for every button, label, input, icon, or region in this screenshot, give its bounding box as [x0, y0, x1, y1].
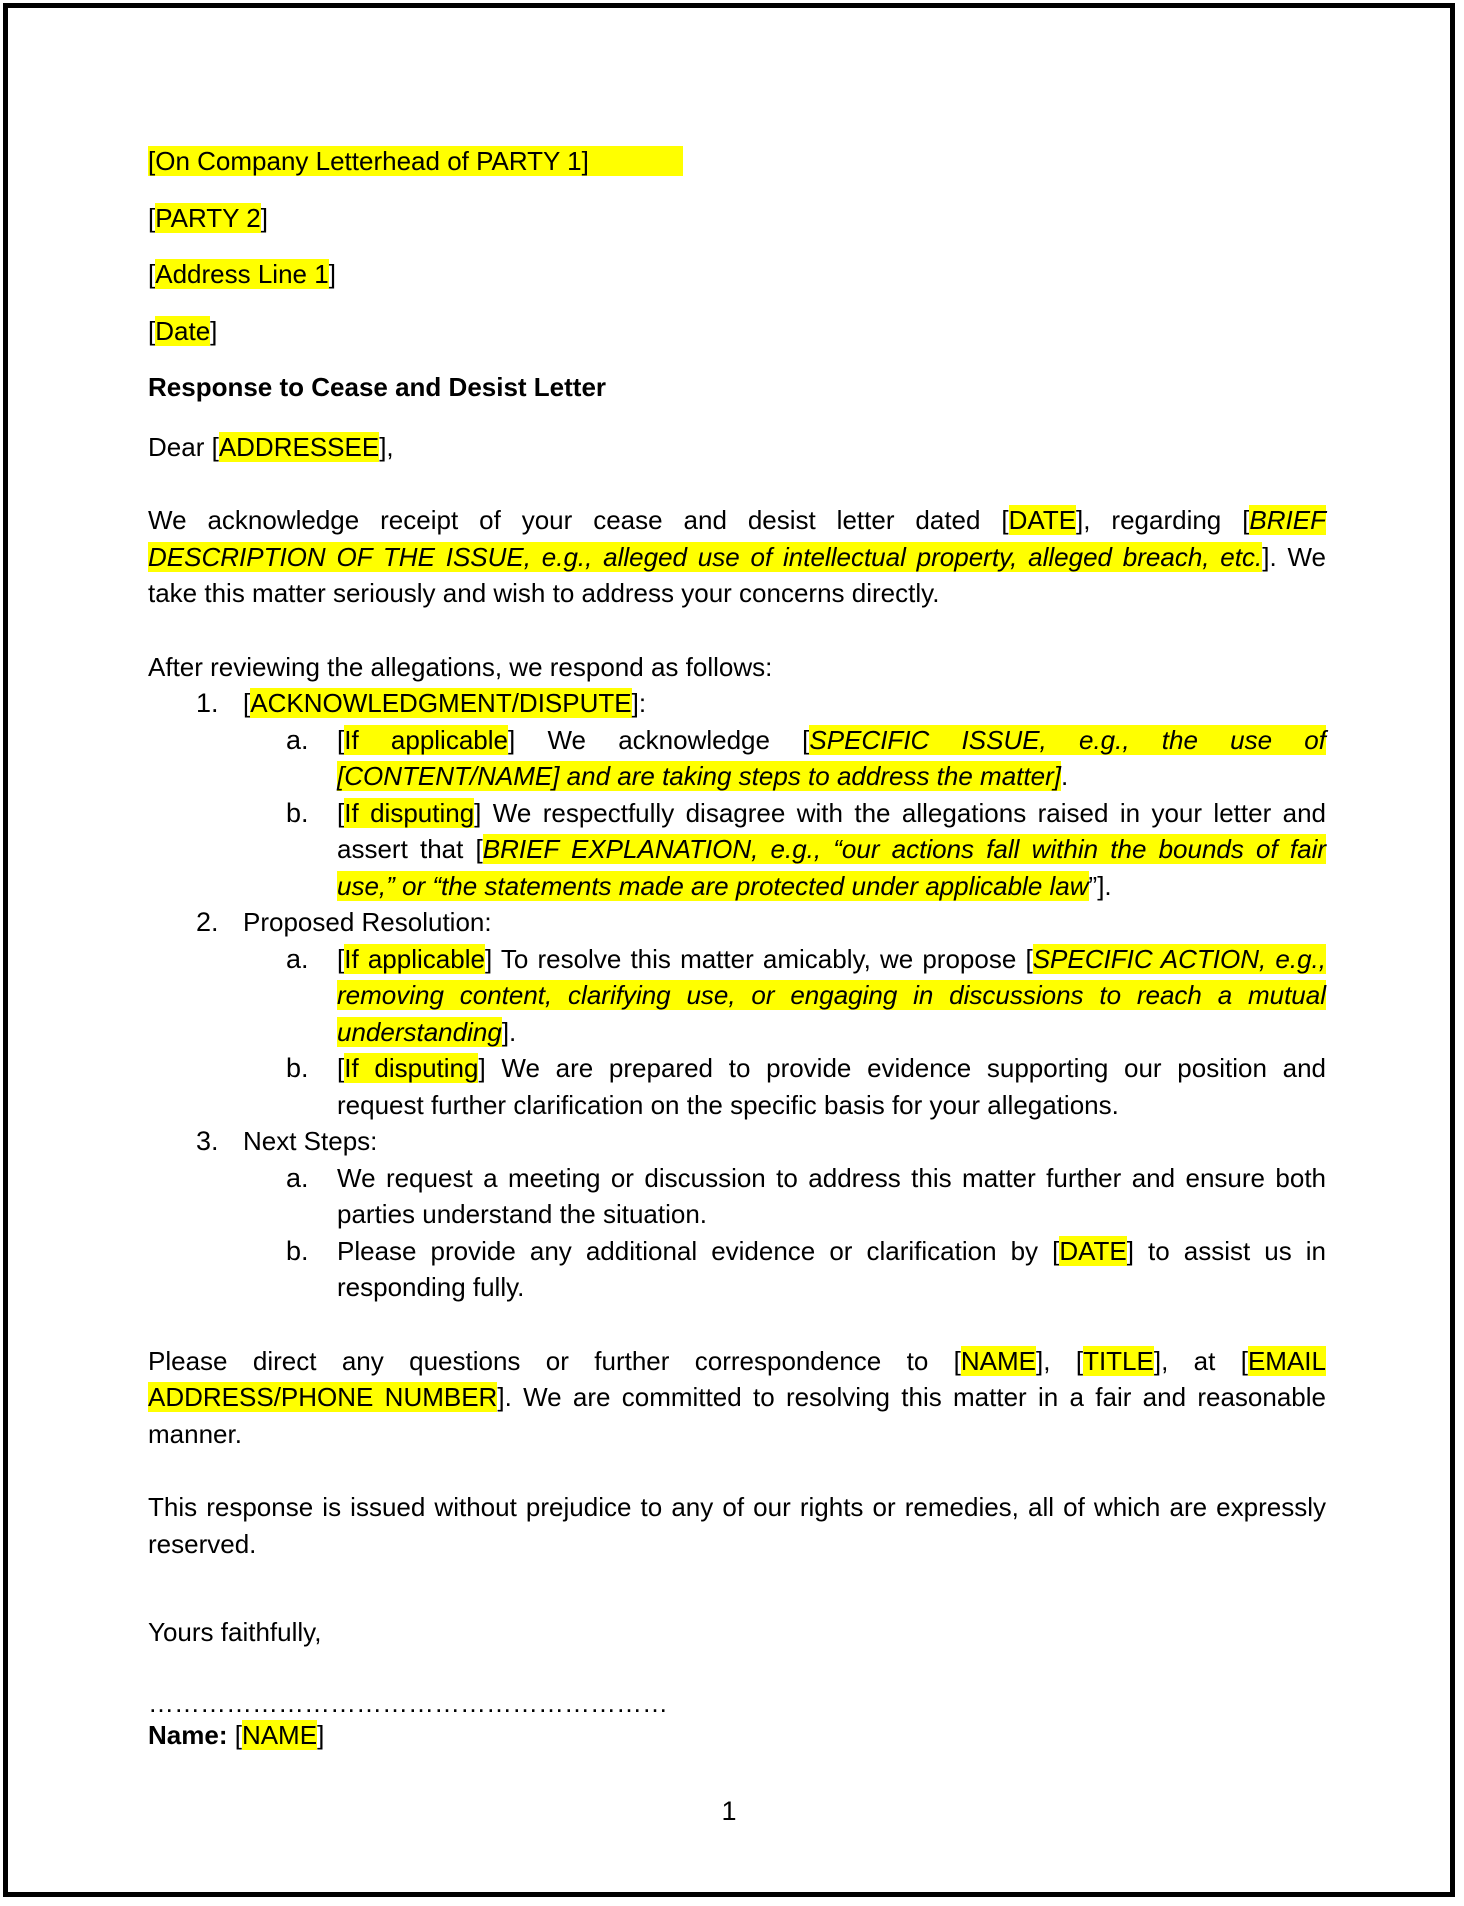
salutation: Dear [ADDRESSEE], — [148, 431, 394, 462]
signature-line: …………………………………………………… — [148, 1687, 668, 1718]
closing: Yours faithfully, — [148, 1617, 322, 1647]
list-number-1: 1. — [196, 688, 219, 718]
letter-date-placeholder: DATE — [1008, 505, 1077, 535]
signatory-name-line: Name: [NAME] — [148, 1719, 325, 1750]
if-disputing-tag: If disputing — [344, 797, 475, 828]
document-page — [3, 3, 1455, 1897]
response-intro: After reviewing the allegations, we respond as follows: — [148, 651, 773, 682]
page-number: 1 — [721, 1796, 737, 1826]
specific-action-placeholder: SPECIFIC ACTION, e.g., removing content, clarifying use, or engaging in discussions to reach a mutual understanding — [337, 943, 1327, 1047]
contact-email-placeholder: EMAIL ADDRESS/PHONE NUMBER — [148, 1345, 1326, 1412]
date-line: [Date] — [148, 315, 218, 346]
list-item-3a: a. We request a meeting or discussion to address this matter further and ensure both parties understand the situation. — [286, 1162, 1326, 1229]
list-item-3b: b. Please provide any additional evidence or clarification by [DATE] to assist us in responding fully. — [286, 1235, 1326, 1302]
list-item-1a: a. [If applicable] We acknowledge [SPECIFIC ISSUE, e.g., the use of [CONTENT/NAME] and are taking steps to address the matter]. — [286, 724, 1326, 791]
contact-name-placeholder: NAME — [960, 1345, 1037, 1376]
if-disputing-tag: If disputing — [344, 1053, 479, 1083]
acknowledgement-paragraph: We acknowledge receipt of your cease and desist letter dated [DATE], regarding [BRIEF DESCRIPTION OF THE ISSUE, e.g., alleged use of intellectual property, alleged breach, etc.]. We take this matter seriously and wish to address your concerns directly. — [148, 505, 1326, 608]
specific-issue-placeholder: SPECIFIC ISSUE, e.g., the use of [CONTENT/NAME] and are taking steps to address the matter] — [337, 724, 1326, 791]
list-number-3: 3. — [196, 1126, 219, 1156]
deadline-date-placeholder: DATE — [1059, 1235, 1127, 1266]
ack-dispute-placeholder: ACKNOWLEDGMENT/DISPUTE — [250, 688, 632, 718]
letter-title: Response to Cease and Desist Letter — [148, 372, 607, 402]
letterhead-line: [On Company Letterhead of PARTY 1] — [148, 146, 683, 176]
list-item-2b: b. [If disputing] We are prepared to provide evidence supporting our position and request further clarification on the specific basis for your allegations. — [286, 1053, 1326, 1120]
list-item-1b: b. [If disputing] We respectfully disagree with the allegations raised in your letter and assert that [BRIEF EXPLANATION, e.g., “our actions fall within the bounds of fair use,” or “the statements made are protected under applicable law”]. — [286, 797, 1326, 901]
signatory-name-placeholder: NAME — [241, 1719, 318, 1750]
letterhead-placeholder: On Company Letterhead of PARTY 1 — [155, 146, 582, 176]
address-line: [Address Line 1] — [148, 259, 336, 289]
list-item-3: 3. Next Steps: — [148, 1123, 1326, 1160]
party2-placeholder: PARTY 2 — [155, 202, 261, 233]
name-label: Name: — [148, 1719, 228, 1750]
response-list — [148, 685, 1326, 1306]
list-item-1: 1. [ACKNOWLEDGMENT/DISPUTE]: — [148, 685, 1326, 722]
issue-description-placeholder: BRIEF DESCRIPTION OF THE ISSUE, e.g., alleged use of intellectual property, alleged breach, etc. — [148, 505, 1326, 572]
list-number-2: 2. — [196, 907, 219, 937]
date-placeholder: Date — [155, 315, 211, 346]
if-applicable-tag: If applicable — [344, 724, 508, 755]
address-placeholder: Address Line 1 — [155, 259, 329, 289]
contact-title-placeholder: TITLE — [1083, 1345, 1154, 1376]
letter-body — [148, 143, 1326, 1753]
list-item-2a: a. [If applicable] To resolve this matter amicably, we propose [SPECIFIC ACTION, e.g., removing content, clarifying use, or engaging in discussions to reach a mutual understanding]. — [286, 943, 1327, 1047]
addressee-placeholder: ADDRESSEE — [218, 431, 380, 462]
brief-explanation-placeholder: BRIEF EXPLANATION, e.g., “our actions fall within the bounds of fair use,” or “the statements made are protected under applicable law — [337, 834, 1326, 901]
list-item-2: 2. Proposed Resolution: — [148, 904, 1326, 941]
without-prejudice-paragraph: This response is issued without prejudice to any of our rights or remedies, all of which are expressly reserved. — [148, 1492, 1326, 1559]
if-applicable-tag: If applicable — [344, 943, 485, 974]
contact-paragraph: Please direct any questions or further correspondence to [NAME], [TITLE], at [EMAIL ADDRESS/PHONE NUMBER]. We are committed to resolving this matter in a fair and reasonable manner. — [148, 1345, 1326, 1449]
recipient-line: [PARTY 2] — [148, 202, 268, 233]
